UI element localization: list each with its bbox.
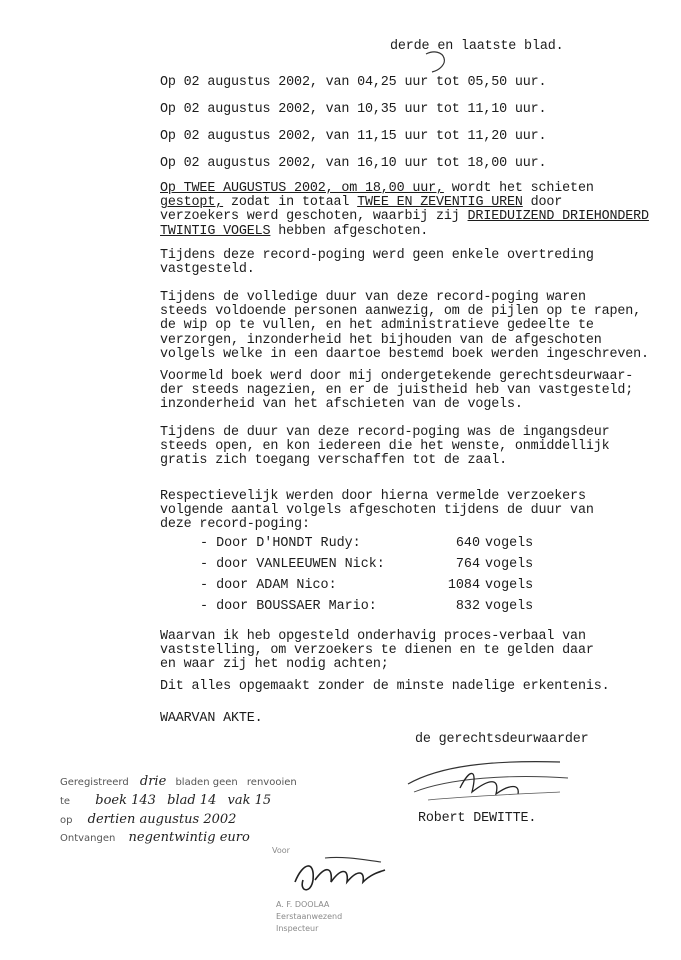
signature-icon — [400, 748, 575, 808]
shooter-unit: vogels — [485, 599, 534, 614]
receiver-stamp-line: Inspecteur — [276, 924, 319, 933]
receiver-stamp-line: A. F. DOOLAA — [276, 900, 330, 909]
handwritten-mark-icon — [420, 48, 460, 74]
paragraph-open-door: Tijdens de duur van deze record-poging was de ingangsdeur steeds open, en kon iedereen die het wenste, onmiddellijk gratis zich toegang verschaffen tot de zaal. — [160, 425, 610, 469]
shooting-time-3: Op 02 augustus 2002, van 11,15 uur tot 11,20 uur. — [160, 129, 547, 144]
total-hours: TWEE EN ZEVENTIG UREN — [357, 195, 523, 211]
shooting-time-2: Op 02 augustus 2002, van 10,35 uur tot 11,10 uur. — [160, 102, 547, 117]
shooter-name: - door ADAM Nico: — [200, 578, 337, 593]
receiver-signature-icon — [285, 852, 395, 902]
paragraph-no-prejudice: Dit alles opgemaakt zonder de minste nadelige erkentenis. — [160, 679, 610, 694]
total-birds: DRIEDUIZEND DRIEHONDERD — [467, 209, 649, 225]
shooting-time-1: Op 02 augustus 2002, van 04,25 uur tot 05,50 uur. — [160, 75, 547, 90]
paragraph-closing: Waarvan ik heb opgesteld onderhavig proces-verbaal van vaststelling, om verzoekers te dienen en te gelden daar en waar zij het nodig achten; — [160, 629, 594, 673]
shooter-count: 1084 — [447, 578, 480, 593]
paragraph-total: Op TWEE AUGUSTUS 2002, om 18,00 uur, wordt het schieten gestopt, zodat in totaal TWEE EN ZEVENTIG UREN door verzoekers werd geschoten, waarbij zij DRIEDUIZEND DRIEHONDERD TWINTIG VOGELS hebben afgeschoten. — [160, 181, 649, 239]
stamp-line: Geregistreerd drie bladen geen renvooien — [60, 774, 297, 789]
shooter-unit: vogels — [485, 536, 534, 551]
list-item — [200, 578, 534, 594]
page-label: derde en laatste blad. — [390, 39, 564, 54]
paragraph-personnel: Tijdens de volledige duur van deze record-poging waren steeds voldoende personen aanwezig, om de pijlen op te rapen, de wip op te vullen, en het administratieve gedeelte te verzorgen, inzonderheid het bijhouden van de afgeschoten volgels welke in een daartoe bestemd boek werden ingeschreven. — [160, 290, 649, 362]
list-item — [200, 557, 534, 573]
shooter-name: - door VANLEEUWEN Nick: — [200, 557, 385, 572]
paragraph-shooters-intro: Respectievelijk werden door hierna vermelde verzoekers volgende aantal volgels afgeschoten tijdens de duur van deze record-poging: — [160, 489, 594, 533]
shooter-count: 640 — [455, 536, 480, 551]
stop-time: Op TWEE AUGUSTUS 2002, om 18,00 uur, — [160, 181, 444, 196]
shooter-name: - door BOUSSAER Mario: — [200, 599, 377, 614]
signer-role: de gerechtsdeurwaarder — [415, 732, 589, 747]
stamp-line: op dertien augustus 2002 — [60, 812, 237, 827]
shooter-unit: vogels — [485, 557, 534, 572]
shooter-count: 832 — [455, 599, 480, 614]
signer-name: Robert DEWITTE. — [418, 811, 537, 826]
stamp-line: te boek 143 blad 14 vak 15 — [60, 793, 272, 808]
receiver-stamp-line: Voor — [272, 846, 290, 855]
paragraph-book-check: Voormeld boek werd door mij ondergetekende gerechtsdeurwaar- der steeds nagezien, en er de juistheid heb van vastgesteld; inzonderheid van het afschieten van de vogels. — [160, 369, 634, 413]
shooter-count: 764 — [455, 557, 480, 572]
stamp-line: Ontvangen negentwintig euro — [60, 830, 250, 845]
shooter-name: - Door D'HONDT Rudy: — [200, 536, 361, 551]
shooting-time-4: Op 02 augustus 2002, van 16,10 uur tot 18,00 uur. — [160, 156, 547, 171]
receiver-stamp-line: Eerstaanwezend — [276, 912, 343, 921]
shooter-unit: vogels — [485, 578, 534, 593]
list-item — [200, 599, 534, 615]
list-item — [200, 536, 534, 552]
akte-label: WAARVAN AKTE. — [160, 711, 263, 726]
paragraph-no-violation: Tijdens deze record-poging werd geen enkele overtreding vastgesteld. — [160, 248, 594, 278]
